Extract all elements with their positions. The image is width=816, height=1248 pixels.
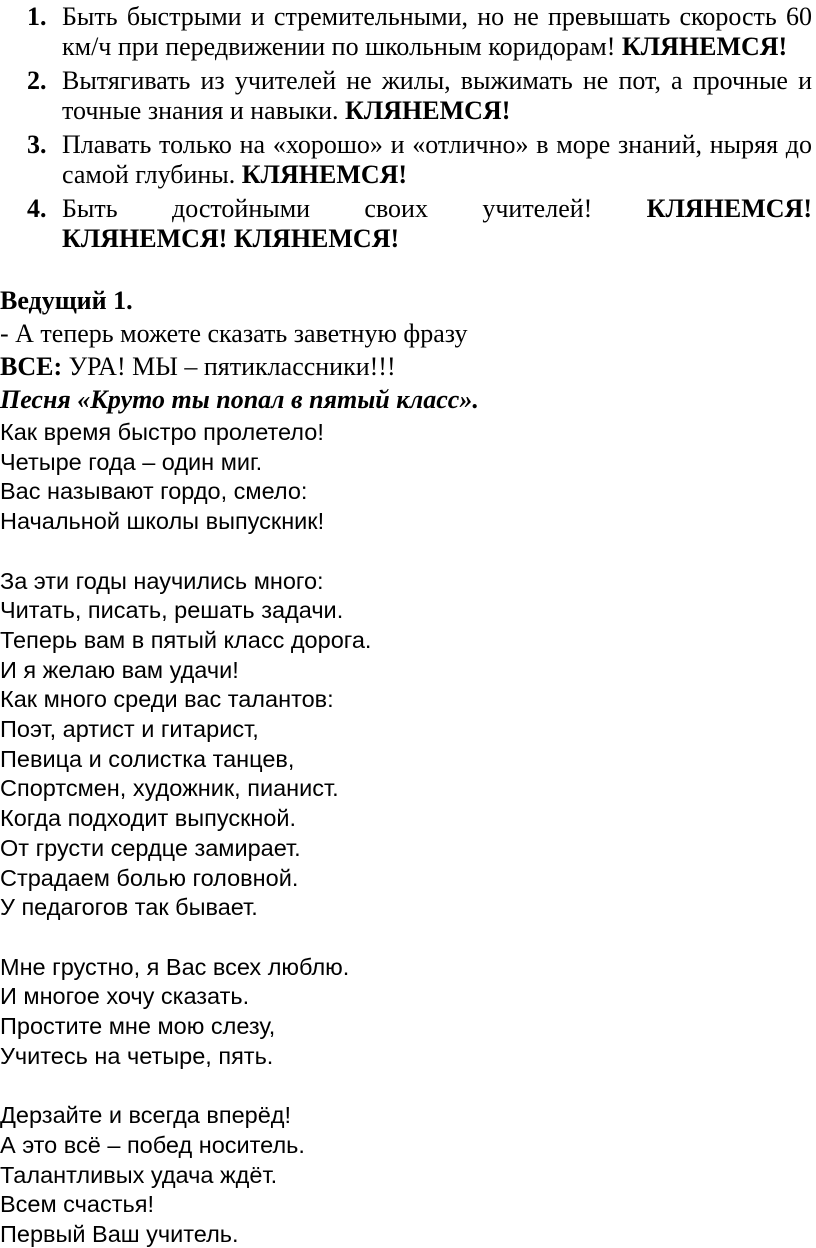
all-line: [0, 352, 396, 382]
lyric-line: Страдаем болью головной.: [0, 864, 299, 891]
oath-text: Плавать только на «хорошо» и «отлично» в море знаний, ныряя до самой глубины.: [62, 130, 812, 189]
lyric-line: Начальной школы выпускник!: [0, 508, 325, 535]
lyric-line: От грусти сердце замирает.: [0, 834, 301, 861]
song-title: Песня «Круто ты попал в пятый класс».: [0, 385, 479, 414]
oath-vow-repeat: КЛЯНЕМСЯ! КЛЯНЕМСЯ!: [62, 224, 400, 253]
lyric-line: Как время быстро пролетело!: [0, 419, 324, 445]
lyric-line: У педагогов так бывает.: [0, 894, 258, 921]
lyric-line: Когда подходит выпускной.: [0, 805, 297, 832]
lyric-line: Мне грустно, я Вас всех люблю.: [0, 953, 350, 980]
oath-line-justified: [62, 194, 812, 224]
lyric-line: Учитесь на четыре, пять.: [0, 1042, 274, 1069]
oath-text: Быть быстрыми и стремительными, но не превышать скорость 60 км/ч при передвижении по школьным коридорам!: [62, 2, 812, 61]
lyric-line: Дерзайте и всегда вперёд!: [0, 1102, 292, 1129]
lyric-line: А это всё – побед носитель.: [0, 1131, 305, 1158]
lyric-line: Вас называют гордо, смело:: [0, 478, 308, 505]
lyric-line: Талантливых удача ждёт.: [0, 1161, 278, 1188]
host-speech: [0, 319, 467, 349]
host-label-line: [0, 286, 133, 316]
oath-number: 2.: [27, 66, 47, 95]
oath-vow: КЛЯНЕМСЯ!: [345, 96, 511, 125]
lyric-line: Четыре года – один миг.: [0, 448, 263, 475]
oath-item-2: [0, 66, 812, 126]
lyric-line: Теперь вам в пятый класс дорога.: [0, 626, 372, 653]
lyric-line: Певица и солистка танцев,: [0, 745, 295, 772]
host-label: Ведущий 1.: [0, 286, 133, 315]
oath-number: 1.: [27, 2, 47, 31]
lyric-line: Спортсмен, художник, пианист.: [0, 775, 339, 802]
lyric-line: Как много среди вас талантов:: [0, 686, 334, 713]
oath-text: Вытягивать из учителей не жилы, выжимать не пот, а прочные и точные знания и навыки.: [62, 66, 812, 125]
lyric-line: И я желаю вам удачи!: [0, 656, 239, 683]
oath-item-4: [0, 194, 812, 254]
lyric-line: И многое хочу сказать.: [0, 983, 250, 1010]
lyric-line: Поэт, артист и гитарист,: [0, 716, 259, 742]
oath-word: своих: [364, 194, 428, 223]
lyric-line: За эти годы научились много:: [0, 567, 324, 594]
oath-vow: КЛЯНЕМСЯ!: [621, 32, 788, 61]
all-text: УРА! МЫ – пятиклассники!!!: [62, 352, 396, 381]
lyric-line: Всем счастья!: [0, 1191, 154, 1218]
oath-word: достойными: [171, 194, 311, 223]
oath-item-3: [0, 130, 812, 190]
oath-word: учителей!: [482, 194, 593, 223]
oath-list: [0, 2, 812, 258]
all-label: ВСЕ:: [0, 352, 63, 381]
oath-vow: КЛЯНЕМСЯ!: [646, 194, 812, 223]
lyric-line: Первый Ваш учитель.: [0, 1220, 239, 1247]
lyric-line: Читать, писать, решать задачи.: [0, 597, 344, 624]
oath-vow: КЛЯНЕМСЯ!: [241, 160, 408, 189]
oath-number: 3.: [27, 130, 47, 159]
oath-item-1: [0, 2, 812, 62]
oath-word: Быть: [62, 194, 118, 223]
host-line: - А теперь можете сказать заветную фразу: [0, 319, 468, 348]
oath-number: 4.: [27, 194, 47, 223]
lyric-line: Простите мне мою слезу,: [0, 1013, 276, 1039]
